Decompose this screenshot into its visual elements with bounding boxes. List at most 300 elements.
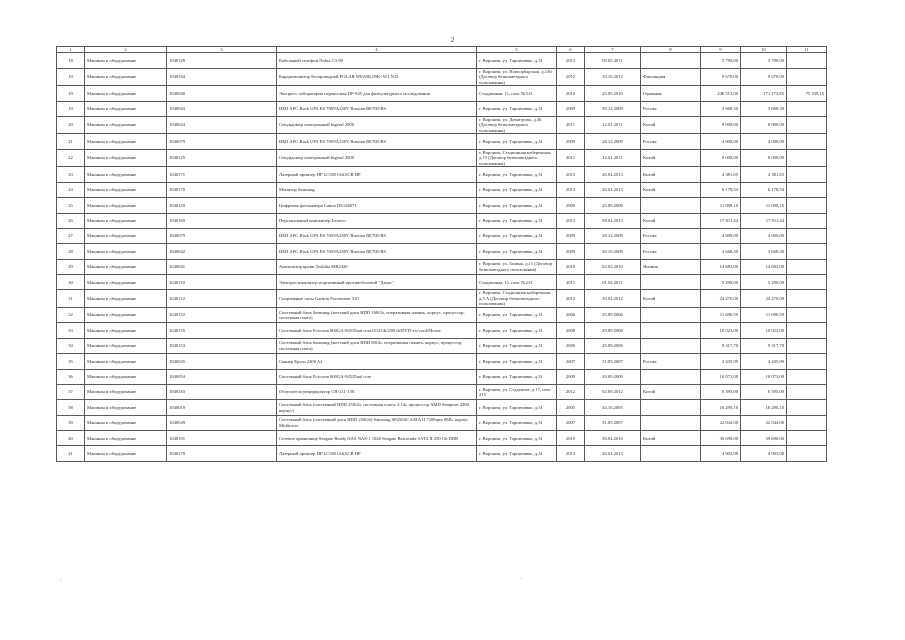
location-address-cell: г. Воронеж, ул. Тарпичивко, д.31	[477, 338, 557, 353]
asset-type-cell: Машины и оборудование	[85, 182, 167, 197]
location-address-cell: г. Воронеж, ул. Тарпичивко, д.31	[477, 354, 557, 369]
initial-cost-cell: 11 098,10	[701, 198, 741, 213]
residual-value-cell	[787, 167, 827, 182]
depreciation-cell: 16 290,10	[741, 400, 787, 415]
row-number-cell: 37	[57, 384, 85, 399]
residual-value-cell	[787, 384, 827, 399]
initial-cost-cell: 9 317,70	[701, 338, 741, 353]
row-number-cell: 22	[57, 149, 85, 167]
initial-cost-cell: 4 381,65	[701, 167, 741, 182]
country-of-origin-cell: Китай	[641, 116, 701, 134]
country-of-origin-cell	[641, 446, 701, 461]
depreciation-cell: 24 270,00	[741, 290, 787, 308]
depreciation-cell: 4 903,98	[741, 446, 787, 461]
inventory-number-cell: 1040079	[167, 228, 277, 243]
residual-value-cell: 75 339,15	[787, 86, 827, 101]
residual-value-cell	[787, 68, 827, 86]
residual-value-cell	[787, 198, 827, 213]
commissioning-date-cell: 28.12.2009	[585, 134, 641, 149]
initial-cost-cell: 17 811,44	[701, 213, 741, 228]
asset-name-cell: ИБП APC Back UPS ES 700VA230V Russian BE700-RS	[277, 228, 477, 243]
residual-value-cell	[787, 228, 827, 243]
depreciation-cell: 4 000,00	[741, 228, 787, 243]
table-row	[57, 182, 827, 197]
location-address-cell: г. Воронеж, ул. Тарпичивко, д.31	[477, 134, 557, 149]
inventory-number-cell: 1040049	[167, 415, 277, 430]
initial-cost-cell: 8 000,00	[701, 116, 741, 134]
inventory-number-cell: 1040179	[167, 446, 277, 461]
asset-name-cell: Электростимулятор портативный противоболевой "Дэнас"	[277, 275, 477, 290]
inventory-number-cell: 1040159	[167, 198, 277, 213]
row-number-cell: 27	[57, 228, 85, 243]
asset-type-cell: Машины и оборудование	[85, 369, 167, 384]
country-of-origin-cell: Россия	[641, 228, 701, 243]
initial-cost-cell: 246 513,00	[701, 86, 741, 101]
asset-name-cell: Системный блок (системный HDD 250Gb, системная плата, 4 Gb, процессор AMD Sempron 2300, корпус)	[277, 400, 477, 415]
country-of-origin-cell: Финляндия	[641, 68, 701, 86]
commissioning-date-cell: 02.02.2010	[585, 259, 641, 274]
table-row	[57, 53, 827, 68]
inventory-number-cell: 1040129	[167, 53, 277, 68]
residual-value-cell	[787, 290, 827, 308]
commissioning-date-cell: 02.09.2012	[585, 384, 641, 399]
commissioning-date-cell: 01.04.2011	[585, 275, 641, 290]
commissioning-date-cell: 28.12.2009	[585, 228, 641, 243]
location-address-cell: г. Воронеж, ул. Студентов, д.17, пом. 215	[477, 384, 557, 399]
table-row	[57, 338, 827, 353]
asset-type-cell: Машины и оборудование	[85, 149, 167, 167]
asset-type-cell: Машины и оборудование	[85, 101, 167, 116]
asset-name-cell: Кардиомонитор беспроводной POLAR WEARLINK+W.I.N.D.	[277, 68, 477, 86]
asset-name-cell: Экспресс-лаборатория переносная DP-945 для физкультурного исследования	[277, 86, 477, 101]
initial-cost-cell: 4 000,00	[701, 228, 741, 243]
year-of-issue-cell: 2012	[557, 290, 585, 308]
column-number: 1	[57, 47, 85, 53]
row-number-cell: 34	[57, 338, 85, 353]
table-row	[57, 400, 827, 415]
asset-type-cell: Машины и оборудование	[85, 323, 167, 338]
initial-cost-cell: 10 073,00	[701, 369, 741, 384]
residual-value-cell	[787, 213, 827, 228]
country-of-origin-cell	[641, 53, 701, 68]
commissioning-date-cell: 29.09.2009	[585, 369, 641, 384]
table-row	[57, 134, 827, 149]
table-row	[57, 198, 827, 213]
location-address-cell: г. Воронеж, ул. Тарпичивко, д.31	[477, 400, 557, 415]
year-of-issue-cell: 2006	[557, 198, 585, 213]
asset-type-cell: Машины и оборудование	[85, 400, 167, 415]
column-number: 5	[477, 47, 557, 53]
location-address-cell: г. Воронеж, ул. Тарпичивко, д.31	[477, 53, 557, 68]
country-of-origin-cell: Япония	[641, 259, 701, 274]
table-row	[57, 415, 827, 430]
asset-name-cell: Сканер Epson 2400 A4	[277, 354, 477, 369]
row-number-cell: 28	[57, 244, 85, 259]
initial-cost-cell: 6 395,00	[701, 384, 741, 399]
year-of-issue-cell: 2006	[557, 338, 585, 353]
depreciation-cell: 10 023,00	[741, 323, 787, 338]
column-number: 8	[641, 47, 701, 53]
country-of-origin-cell	[641, 338, 701, 353]
depreciation-cell: 8 000,00	[741, 116, 787, 134]
year-of-issue-cell: 2010	[557, 259, 585, 274]
year-of-issue-cell: 2012	[557, 384, 585, 399]
country-of-origin-cell: Германия	[641, 86, 701, 101]
location-address-cell: г. Воронеж, ул. Тарпичивко, д.31	[477, 415, 557, 430]
location-address-cell: г. Воронеж, ул. Димитрова, д.36 (Договор безвозмездного пользования)	[477, 116, 557, 134]
scan-speck: ·	[520, 576, 522, 582]
commissioning-date-cell: 30.12.2009	[585, 101, 641, 116]
depreciation-cell: 11 098,10	[741, 198, 787, 213]
row-number-cell: 41	[57, 446, 85, 461]
inventory-number-cell: 1040155	[167, 323, 277, 338]
country-of-origin-cell: Китай	[641, 149, 701, 167]
asset-name-cell: Секундомер электронный Ingeral 2000	[277, 116, 477, 134]
asset-type-cell: Машины и оборудование	[85, 116, 167, 134]
row-number-cell: 25	[57, 198, 85, 213]
inventory-table	[56, 46, 827, 462]
asset-name-cell: Облучатель-рециркулятор СН-211-130	[277, 384, 477, 399]
initial-cost-cell: 5 790,00	[701, 53, 741, 68]
residual-value-cell	[787, 134, 827, 149]
year-of-issue-cell: 2005	[557, 400, 585, 415]
location-address-cell: г. Воронеж, ул. Тарпичивко, д.31	[477, 198, 557, 213]
depreciation-cell: 9 670,00	[741, 68, 787, 86]
depreciation-cell: 4 435,99	[741, 354, 787, 369]
country-of-origin-cell	[641, 323, 701, 338]
country-of-origin-cell	[641, 275, 701, 290]
inventory-number-cell: 1040170	[167, 182, 277, 197]
asset-name-cell: Системный блок (системный диск HDD 250Gb) Samsung SP2504C SATA II 7200rpm 8Mb, корпус Miditower	[277, 415, 477, 430]
location-address-cell: г. Воронеж, ул. Залина, д.11 (Договор безвозмездного пользования)	[477, 259, 557, 274]
location-address-cell: г. Воронеж, ул. Тарпичивко, д.31	[477, 244, 557, 259]
asset-name-cell: Сетевое хранилище Seagate Ready NAS NAS-1 1020 Seagate Barracuda SATA II 250 Gb DDR	[277, 431, 477, 446]
year-of-issue-cell: 2013	[557, 182, 585, 197]
row-number-cell: 18	[57, 53, 85, 68]
initial-cost-cell: 39 690,00	[701, 431, 741, 446]
commissioning-date-cell: 29.09.2008	[585, 323, 641, 338]
asset-type-cell: Машины и оборудование	[85, 134, 167, 149]
commissioning-date-cell: 30.04.2010	[585, 431, 641, 446]
asset-type-cell: Машины и оборудование	[85, 384, 167, 399]
row-number-cell: 32	[57, 307, 85, 322]
location-address-cell: г. Воронеж, ул. Тарпичивко, д.31	[477, 167, 557, 182]
country-of-origin-cell: Россия	[641, 101, 701, 116]
inventory-number-cell: 1040041	[167, 259, 277, 274]
depreciation-cell: 22 044,00	[741, 415, 787, 430]
inventory-number-cell: 1040042	[167, 244, 277, 259]
row-number-cell: 20	[57, 116, 85, 134]
table-row	[57, 213, 827, 228]
column-number: 9	[701, 47, 741, 53]
year-of-issue-cell: 2009	[557, 244, 585, 259]
table-row	[57, 431, 827, 446]
year-of-issue-cell: 2010	[557, 86, 585, 101]
initial-cost-cell: 4 000,00	[701, 134, 741, 149]
inventory-number-cell: 1040169	[167, 213, 277, 228]
row-number-cell: 26	[57, 213, 85, 228]
inventory-number-cell: 1040043	[167, 101, 277, 116]
commissioning-date-cell: 10.04.2012	[585, 290, 641, 308]
country-of-origin-cell	[641, 400, 701, 415]
table-row	[57, 307, 827, 322]
residual-value-cell	[787, 446, 827, 461]
asset-name-cell: ИБП APC Back UPS ES 700VA230V Russian BE700-RS	[277, 134, 477, 149]
table-row	[57, 68, 827, 86]
commissioning-date-cell: 25.09.2006	[585, 307, 641, 322]
initial-cost-cell: 8 000,00	[701, 149, 741, 167]
location-address-cell: г. Воронеж, ул. Тарпичивко, д.31	[477, 213, 557, 228]
initial-cost-cell: 24 270,00	[701, 290, 741, 308]
year-of-issue-cell: 2013	[557, 167, 585, 182]
initial-cost-cell: 3 668,30	[701, 101, 741, 116]
inventory-number-cell: 1040040	[167, 86, 277, 101]
asset-type-cell: Машины и оборудование	[85, 244, 167, 259]
asset-type-cell: Машины и оборудование	[85, 415, 167, 430]
column-number: 3	[167, 47, 277, 53]
inventory-number-cell: 1040019	[167, 400, 277, 415]
year-of-issue-cell: 2012	[557, 68, 585, 86]
commissioning-date-cell: 20.04.2013	[585, 167, 641, 182]
commissioning-date-cell: 12.01.2011	[585, 116, 641, 134]
table-row	[57, 290, 827, 308]
country-of-origin-cell	[641, 198, 701, 213]
location-address-cell: Стадионная, 11, пом. №313	[477, 86, 557, 101]
depreciation-cell: 5 790,00	[741, 53, 787, 68]
residual-value-cell	[787, 182, 827, 197]
residual-value-cell	[787, 354, 827, 369]
depreciation-cell: 3 668,30	[741, 101, 787, 116]
row-number-cell: 24	[57, 182, 85, 197]
year-of-issue-cell: 2010	[557, 431, 585, 446]
residual-value-cell	[787, 400, 827, 415]
asset-type-cell: Машины и оборудование	[85, 338, 167, 353]
table-row	[57, 228, 827, 243]
row-number-cell: 29	[57, 259, 85, 274]
inventory-number-cell: 1040101	[167, 431, 277, 446]
location-address-cell: г. Воронеж, Стадионная набережная, д.5 А (Договор безвозмездного пользования)	[477, 290, 557, 308]
initial-cost-cell: 4 903,98	[701, 446, 741, 461]
row-number-cell: 40	[57, 431, 85, 446]
initial-cost-cell: 4 435,99	[701, 354, 741, 369]
year-of-issue-cell: 2007	[557, 354, 585, 369]
depreciation-cell: 3 668,30	[741, 244, 787, 259]
depreciation-cell: 17 811,44	[741, 213, 787, 228]
commissioning-date-cell: 30.10.2009	[585, 244, 641, 259]
page-number: 2	[450, 36, 455, 44]
asset-type-cell: Машины и оборудование	[85, 290, 167, 308]
depreciation-cell: 4 381,65	[741, 167, 787, 182]
location-address-cell: г. Воронеж, ул. Тарпичивко, д.31	[477, 307, 557, 322]
initial-cost-cell: 16 290,10	[701, 400, 741, 415]
year-of-issue-cell: 2011	[557, 275, 585, 290]
country-of-origin-cell	[641, 415, 701, 430]
asset-name-cell: Секундомер электронный Ingeral 2000	[277, 149, 477, 167]
asset-type-cell: Машины и оборудование	[85, 68, 167, 86]
table-body	[57, 53, 827, 462]
column-number: 10	[741, 47, 787, 53]
year-of-issue-cell: 2006	[557, 307, 585, 322]
inventory-number-cell: 1040079	[167, 134, 277, 149]
asset-name-cell: Системный блок Foxconn 800GA-945/Dual core2512Gb/250Gb/DVD-rw/cord/Mouse	[277, 323, 477, 338]
table-row	[57, 149, 827, 167]
row-number-cell: 19	[57, 86, 85, 101]
initial-cost-cell: 3 668,30	[701, 244, 741, 259]
year-of-issue-cell: 2013	[557, 446, 585, 461]
inventory-number-cell: 1040153	[167, 338, 277, 353]
asset-name-cell: Системный блок Foxconn 800GA-945/Dual core	[277, 369, 477, 384]
table-row	[57, 446, 827, 461]
year-of-issue-cell: 2008	[557, 323, 585, 338]
row-number-cell: 19	[57, 68, 85, 86]
country-of-origin-cell: Китай	[641, 182, 701, 197]
depreciation-cell: 5 290,00	[741, 275, 787, 290]
asset-name-cell: Кабельный телефон Nokia C3-00	[277, 53, 477, 68]
row-number-cell: 35	[57, 354, 85, 369]
location-address-cell: г. Воронеж, ул. Тарпичивко, д.31	[477, 101, 557, 116]
row-number-cell: 30	[57, 275, 85, 290]
table-row	[57, 116, 827, 134]
table-row	[57, 86, 827, 101]
asset-type-cell: Машины и оборудование	[85, 307, 167, 322]
inventory-number-cell: 1040164	[167, 68, 277, 86]
residual-value-cell	[787, 275, 827, 290]
row-number-cell: 38	[57, 400, 85, 415]
commissioning-date-cell: 20.04.2013	[585, 182, 641, 197]
residual-value-cell	[787, 149, 827, 167]
residual-value-cell	[787, 431, 827, 446]
residual-value-cell	[787, 369, 827, 384]
row-number-cell: 33	[57, 323, 85, 338]
asset-name-cell: Системный блок Samsung (жесткий диск HDD 80Gb, оперативная память, корпус, процессор, системная плата)	[277, 338, 477, 353]
scan-speck: ·	[60, 578, 62, 584]
depreciation-cell: 8 000,00	[741, 149, 787, 167]
commissioning-date-cell: 31.05.2007	[585, 354, 641, 369]
commissioning-date-cell: 12.01.2011	[585, 149, 641, 167]
location-address-cell: г. Воронеж, ул. Тарпичивко, д.31	[477, 182, 557, 197]
table-row	[57, 275, 827, 290]
commissioning-date-cell: 10.10.2012	[585, 68, 641, 86]
column-number: 6	[557, 47, 585, 53]
initial-cost-cell: 10 023,00	[701, 323, 741, 338]
table-row	[57, 354, 827, 369]
asset-type-cell: Машины и оборудование	[85, 86, 167, 101]
location-address-cell: г. Воронеж, Стадионная набережная, д.15 (Договор безвозмездного пользования)	[477, 149, 557, 167]
column-number: 11	[787, 47, 827, 53]
depreciation-cell: 6 178,54	[741, 182, 787, 197]
row-number-cell: 39	[57, 415, 85, 430]
initial-cost-cell: 6 178,54	[701, 182, 741, 197]
asset-type-cell: Машины и оборудование	[85, 354, 167, 369]
inventory-number-cell: 1040125	[167, 149, 277, 167]
table-row	[57, 323, 827, 338]
table-row	[57, 259, 827, 274]
country-of-origin-cell: Китай	[641, 167, 701, 182]
row-number-cell: 31	[57, 290, 85, 308]
commissioning-date-cell: 25.09.2006	[585, 338, 641, 353]
asset-name-cell: Лазерный принтер HP LC5051A#ACB HP	[277, 446, 477, 461]
initial-cost-cell: 11 696,59	[701, 307, 741, 322]
asset-name-cell: Системный блок Samsung (жесткий диск HDD 160Gb, оперативная память, корпус, процессор, системная плата)	[277, 307, 477, 322]
residual-value-cell	[787, 101, 827, 116]
location-address-cell: г. Воронеж, ул. Тарпичивко, д.31	[477, 323, 557, 338]
asset-type-cell: Машины и оборудование	[85, 198, 167, 213]
year-of-issue-cell: 2009	[557, 101, 585, 116]
row-number-cell: 19	[57, 101, 85, 116]
residual-value-cell	[787, 415, 827, 430]
asset-name-cell: Лазерный принтер HP LC5051A#ACB HP	[277, 167, 477, 182]
depreciation-cell: 9 317,70	[741, 338, 787, 353]
asset-type-cell: Машины и оборудование	[85, 259, 167, 274]
commissioning-date-cell: 31.05.2007	[585, 415, 641, 430]
residual-value-cell	[787, 259, 827, 274]
commissioning-date-cell: 05.05.2011	[585, 53, 641, 68]
initial-cost-cell: 9 670,00	[701, 68, 741, 86]
year-of-issue-cell: 2011	[557, 149, 585, 167]
commissioning-date-cell: 08.04.2013	[585, 213, 641, 228]
country-of-origin-cell: Китай	[641, 431, 701, 446]
country-of-origin-cell: Китай	[641, 213, 701, 228]
asset-name-cell: Спортивные часы Garmin Forerunner 310	[277, 290, 477, 308]
inventory-number-cell: 1040045	[167, 354, 277, 369]
asset-name-cell: ИБП APC Back UPS ES 700VA230V Russian BE700-RS	[277, 101, 477, 116]
row-number-cell: 21	[57, 134, 85, 149]
location-address-cell: г. Воронеж, ул. Новоорбарская, д.136 (Договор безвозмездного пользования)	[477, 68, 557, 86]
table-row	[57, 167, 827, 182]
asset-type-cell: Машины и оборудование	[85, 213, 167, 228]
commissioning-date-cell: 24.10.2005	[585, 400, 641, 415]
depreciation-cell: 171 173,85	[741, 86, 787, 101]
table-row	[57, 101, 827, 116]
residual-value-cell	[787, 338, 827, 353]
residual-value-cell	[787, 53, 827, 68]
asset-name-cell: Персональный компьютер Lenovo	[277, 213, 477, 228]
row-number-cell: 36	[57, 369, 85, 384]
year-of-issue-cell: 2011	[557, 116, 585, 134]
depreciation-cell: 4 000,00	[741, 134, 787, 149]
inventory-number-cell: 1040024	[167, 116, 277, 134]
year-of-issue-cell: 2009	[557, 369, 585, 384]
commissioning-date-cell: 25.05.2010	[585, 86, 641, 101]
location-address-cell: г. Воронеж, ул. Тарпичивко, д.31	[477, 446, 557, 461]
asset-type-cell: Машины и оборудование	[85, 431, 167, 446]
location-address-cell: г. Воронеж, ул. Тарпичивко, д.31	[477, 228, 557, 243]
inventory-number-cell: 1040110	[167, 275, 277, 290]
year-of-issue-cell: 2007	[557, 415, 585, 430]
column-number: 7	[585, 47, 641, 53]
asset-type-cell: Машины и оборудование	[85, 228, 167, 243]
column-number: 4	[277, 47, 477, 53]
residual-value-cell	[787, 323, 827, 338]
year-of-issue-cell: 2013	[557, 53, 585, 68]
inventory-number-cell: 1040171	[167, 167, 277, 182]
year-of-issue-cell: 2009	[557, 228, 585, 243]
table-row	[57, 384, 827, 399]
residual-value-cell	[787, 116, 827, 134]
year-of-issue-cell: 2009	[557, 134, 585, 149]
location-address-cell: г. Воронеж, ул. Тарпичивко, д.31	[477, 431, 557, 446]
inventory-number-cell: 1040152	[167, 307, 277, 322]
residual-value-cell	[787, 307, 827, 322]
year-of-issue-cell: 2013	[557, 213, 585, 228]
depreciation-cell: 39 690,00	[741, 431, 787, 446]
initial-cost-cell: 5 290,00	[701, 275, 741, 290]
inventory-number-cell: 1040112	[167, 290, 277, 308]
inventory-number-cell: 1040183	[167, 384, 277, 399]
country-of-origin-cell: Россия	[641, 354, 701, 369]
country-of-origin-cell: Китай	[641, 290, 701, 308]
initial-cost-cell: 14 683,00	[701, 259, 741, 274]
